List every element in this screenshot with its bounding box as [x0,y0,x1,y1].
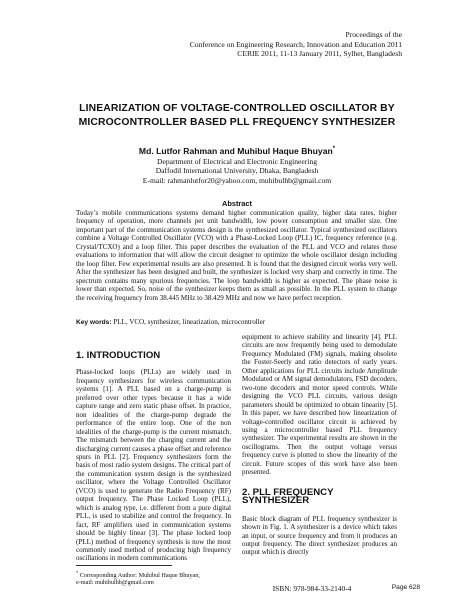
affiliation-university: Daffodil International University, Dhaka, Bangladesh [155,166,319,176]
footnote-email: e-mail: muhibulhb@gmail.com [76,579,154,587]
author-line [60,146,414,156]
right-column [242,333,397,557]
footnote-marker: * [76,570,79,575]
proceedings-header [190,30,402,59]
proceedings-line-2: Conference on Engineering Research, Innovation and Education 2011 [189,39,402,49]
title-line-1: LINEARIZATION OF VOLTAGE-CONTROLLED OSCILLATOR BY [79,103,395,114]
keywords-text: PLL, VCO, synthesizer, linearization, microcontroller [113,318,266,326]
author-names: Md. Lutfor Rahman and Muhibul Haque Bhuyan [138,146,333,156]
isbn: ISBN: 978-984-33-2140-4 [272,584,352,593]
abstract-text: Today’s mobile communications systems demand higher communication quality, higher data rates, higher frequency of operation, more channels per unit bandwidth, low power consumption and smaller size. One important part of the communication systems design is the synthesized oscillator. Typical synthesized oscillators combine a Voltage Controlled Oscillator (VCO) with a Phase-Locked Loop (PLL) IC, frequency reference (e.g. Crystal/TCXO) and a loop filter. This paper describes the evaluation of the PLL and VCO and relates those evaluations to information that will allow the circuit designer to optimize the whole oscillator design including the loop filter. Few experimental results are also presented. It is found that the designed circuit works very well. After the synthesizer has been designed and built, the synthesizer is locked very sharp and correctly in time. The spectrum contains many spurious frequencies. The loop bandwidth is higher as expected. The phase noise is lower than expected. So, noise of the synthesizer keeps them as small as possible. In the PLL system to change the receiving frequency from 38.445 MHz to 38.429 MHz and now we have perfect reception. [76,209,397,302]
title-line-2: MICROCONTROLLER BASED PLL FREQUENCY SYNTHESIZER [78,116,396,128]
footnote-author: Corresponding Author: Muhibul Haque Bhuyan, [79,572,200,580]
introduction-heading: 1. INTRODUCTION [76,350,161,361]
abstract-heading: Abstract [222,199,252,208]
affiliation-email: E-mail: rahmanlutfor20@yahoo.com, muhibulhb@gmail.com [142,175,332,185]
introduction-continued-text: equipment to achieve stability and linearity [4]. PLL circuits are now frequently being used to demodulate Frequency Modulated (FM) signals, making obsolete the Foster-Seerly and ratio detectors of early years. Other applications for PLL circuits include Amplitude Modulated or AM signal demodulators, FSD decoders, two-tone decoders and motor speed controls. While designing the VCO PLL circuits, various design parameters should be optimized to obtain linearity [5]. In this paper, we have described how linearization of voltage-controlled oscillator circuit is achieved by using a microcontroller based PLL frequency synthesizer. The experimental results are shown in the oscillograms. Then the output voltage versus frequency curve is plotted to show the linearity of the circuit. Future scopes of this work have also been presented. [242,333,397,477]
corresponding-marker: * [332,146,336,153]
introduction-text: Phase-locked loops (PLLs) are widely used in frequency synthesizers for wireless communication systems [1]. A PLL based on a charge-pump is preferred over other types because it has a wide capture range and zero static phase offset. In practice, non idealities of the charge-pump degrade the performance of the entire loop. One of the non idealities of the charge-pump is the current mismatch. The mismatch between the charging current and the discharging current causes a phase offset and reference spurs in PLL [2]. Frequency synthesizers form the basis of most radio system designs. The critical part of the communication system design is the synthesized oscillator, where the Voltage Controlled Oscillator (VCO) is used to generate the Radio Frequency (RF) output frequency. The Phase Locked Loop (PLL), which is analog type, i.e. different from a pure digital PLL, is used to stabilize and control the frequency. In fact, RF amplifiers used in communication systems should be highly linear [3]. The phase locked loop (PLL) method of frequency synthesis is now the most commonly used method of producing high frequency oscillations in modern communications [76,368,231,563]
paper-title [60,102,414,129]
proceedings-line-3: CERIE 2011, 11-13 January 2011, Sylhet, Bangladesh [237,49,402,59]
pll-synthesizer-heading: 2. PLL FREQUENCY SYNTHESIZER [242,486,334,507]
proceedings-line-1: Proceedings of the [345,30,402,39]
keywords-label: Key words: [76,319,112,326]
affiliation-department: Department of Electrical and Electronic Engineering [156,157,318,166]
footnote-divider [76,565,172,566]
left-column [76,352,231,563]
pll-synthesizer-text: Basic block diagram of PLL frequency synthesizer is shown in Fig. 1. A synthesizer is a device which takes an input, or source frequency and from it produces an output frequency. The direct synthesizer produces an output which is directly [242,514,397,557]
footnote [76,569,266,587]
affiliation [60,157,414,185]
keywords [76,318,397,326]
page-number: Page 628 [391,584,420,591]
